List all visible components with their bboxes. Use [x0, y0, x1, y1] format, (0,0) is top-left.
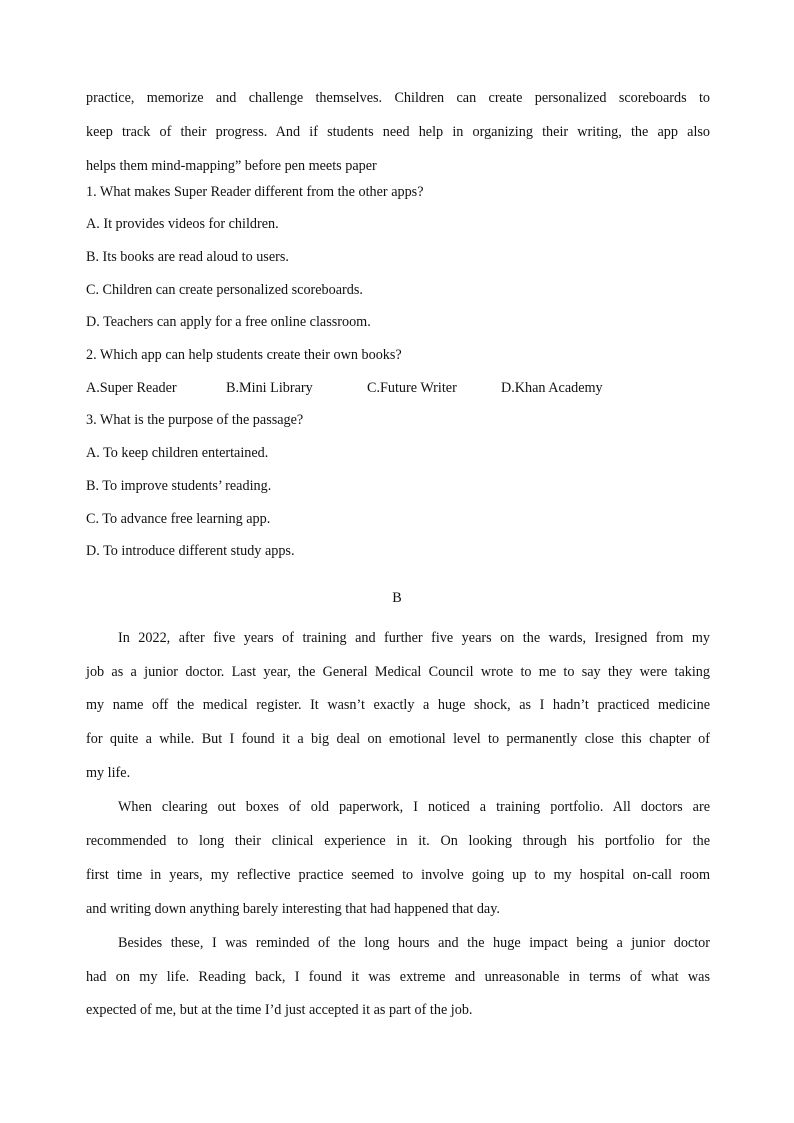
- passage-a-line: practice, memorize and challenge themselves. Children can create personalized scoreboards to: [86, 90, 710, 106]
- question-3-stem: 3. What is the purpose of the passage?: [86, 412, 304, 428]
- paragraph-3-line: had on my life. Reading back, I found it was extreme and unreasonable in terms of what was: [86, 969, 710, 985]
- question-2-option-d: D.Khan Academy: [501, 380, 603, 396]
- question-2-option-b: B.Mini Library: [226, 380, 313, 396]
- passage-a-line: keep track of their progress. And if students need help in organizing their writing, the app also: [86, 124, 710, 140]
- question-1-option-d: D. Teachers can apply for a free online classroom.: [86, 314, 371, 330]
- question-1-option-c: C. Children can create personalized scoreboards.: [86, 282, 363, 298]
- paragraph-1-line: my name off the medical register. It wasn’t exactly a huge shock, as I hadn’t practiced medicine: [86, 697, 710, 713]
- question-1-option-a: A. It provides videos for children.: [86, 216, 279, 232]
- paragraph-1-line: my life.: [86, 765, 131, 781]
- question-1-option-b: B. Its books are read aloud to users.: [86, 249, 289, 265]
- section-b-heading: B: [392, 590, 402, 606]
- paragraph-2-line: first time in years, my reflective practice seemed to involve going up to my hospital on-call room: [86, 867, 710, 883]
- paragraph-2-line: recommended to long their clinical experience in it. On looking through his portfolio for the: [86, 833, 710, 849]
- paragraph-3-line: Besides these, I was reminded of the long hours and the huge impact being a junior doctor: [118, 935, 710, 951]
- paragraph-1-line: In 2022, after five years of training and further five years on the wards, Iresigned from my: [118, 630, 710, 646]
- question-3-option-c: C. To advance free learning app.: [86, 511, 271, 527]
- question-2-option-a: A.Super Reader: [86, 380, 177, 396]
- question-2-option-c: C.Future Writer: [367, 380, 457, 396]
- passage-a-line: helps them mind-mapping” before pen meets paper: [86, 158, 377, 174]
- paragraph-2-line: When clearing out boxes of old paperwork, I noticed a training portfolio. All doctors are: [118, 799, 710, 815]
- question-2-stem: 2. Which app can help students create their own books?: [86, 347, 402, 363]
- paragraph-1-line: for quite a while. But I found it a big deal on emotional level to permanently close this chapter of: [86, 731, 710, 747]
- question-3-option-a: A. To keep children entertained.: [86, 445, 269, 461]
- question-1-stem: 1. What makes Super Reader different from the other apps?: [86, 184, 424, 200]
- paragraph-2-line: and writing down anything barely interesting that had happened that day.: [86, 901, 500, 917]
- question-3-option-d: D. To introduce different study apps.: [86, 543, 295, 559]
- question-3-option-b: B. To improve students’ reading.: [86, 478, 272, 494]
- paragraph-3-line: expected of me, but at the time I’d just accepted it as part of the job.: [86, 1002, 473, 1018]
- paragraph-1-line: job as a junior doctor. Last year, the General Medical Council wrote to me to say they were taking: [86, 664, 710, 680]
